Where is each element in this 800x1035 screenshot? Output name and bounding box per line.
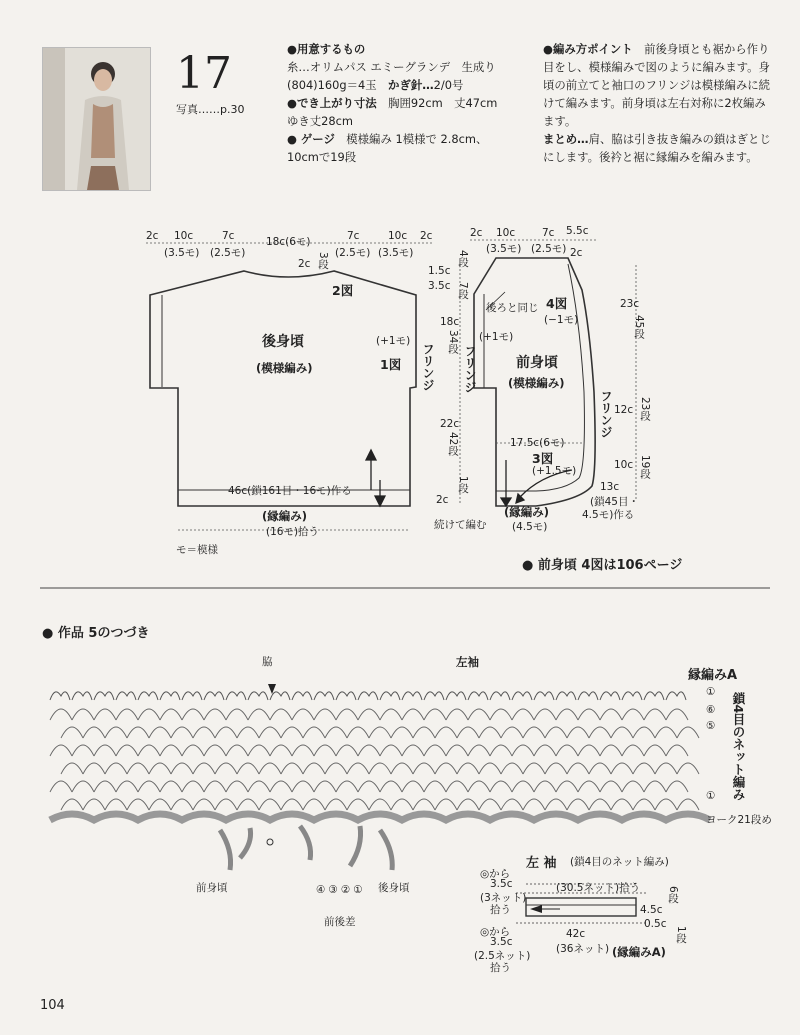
chart-num-d: ① — [353, 884, 366, 896]
points-block — [543, 40, 771, 166]
model-photo — [42, 47, 151, 191]
back-dim-0: 2c — [146, 230, 159, 242]
matome-title: まとめ… — [543, 132, 589, 146]
hook-value: 2/0号 — [433, 78, 464, 92]
points-text1: 前後身頃とも裾から作り目をし、模様編みで図のように編みます。身頃の前立てと袖口のフリンジは模様編みに続けて編みます。前身頃は左右対称に2枚編みます。 — [543, 42, 771, 128]
front-chain2: (鎖45目・ — [590, 496, 639, 508]
front-sub-1: (2.5モ) — [531, 243, 567, 255]
side-dim-a: 1.5c — [428, 265, 451, 277]
side-fringe: フリンジ — [463, 345, 477, 393]
back-legend: モ＝模様 — [176, 544, 218, 556]
sleeve-s2: (2.5ネット) — [474, 950, 531, 962]
hook-label: かぎ針… — [388, 78, 434, 92]
back-dim-3: 18c(6モ) — [266, 236, 311, 248]
chart-diff: 前後差 — [324, 916, 356, 928]
sleeve-p1: 拾う — [490, 904, 511, 916]
gauge-title: ● ゲージ — [287, 132, 335, 146]
front-dim-4: 2c — [570, 247, 583, 259]
front-r1: 23c — [620, 298, 640, 310]
front-fig4: 4図 — [546, 296, 568, 311]
front-r1-rows: 45段 — [633, 315, 645, 339]
front-sub-0: (3.5モ) — [486, 243, 522, 255]
sleeve-p2: 拾う — [490, 962, 511, 974]
back-body-outline — [150, 271, 416, 506]
front-edge: (縁編み) — [504, 505, 550, 519]
chart-num-b: ③ — [328, 884, 341, 896]
sleeve-length: ゆき丈28cm — [287, 114, 354, 128]
back-title: 後身頃 — [262, 334, 304, 350]
side-dim-b: 3.5c — [428, 280, 451, 292]
size-title: ●でき上がり寸法 — [287, 96, 377, 110]
front-chain3: 4.5モ)作る — [582, 509, 635, 521]
chart-num-c: ② — [340, 884, 354, 896]
gauge-value1: 模様編み 1模様で 2.8cm、 — [346, 132, 488, 146]
materials-block — [287, 40, 527, 166]
front-fig3: 3図 — [532, 451, 554, 466]
chart-chain-net: 鎖4目のネット編み — [731, 692, 746, 801]
front-plus-half: (+1.5モ) — [532, 465, 577, 477]
chart-row-0: ① — [706, 686, 716, 698]
back-dim-4: 7c — [347, 230, 360, 242]
sleeve-title: 左 袖 — [526, 856, 557, 871]
front-r3-rows: 19段 — [639, 455, 651, 479]
chart-row-1: ⑥ — [706, 704, 716, 716]
side-dim-d-rows: 42段 — [447, 432, 459, 456]
sleeve-rows6: 6段 — [667, 886, 679, 904]
front-same-as-back: 後ろと同じ — [486, 302, 539, 314]
yarn-line2: (804)160g＝4玉 — [287, 78, 377, 92]
front-plus-one: (+1モ) — [479, 331, 514, 343]
back-sub-2: (2.5モ) — [335, 247, 371, 259]
materials-title: ●用意するもの — [287, 42, 366, 56]
side-dim-c: 18c — [440, 316, 460, 328]
front-subtitle: (模様編み) — [508, 376, 565, 390]
sleeve-from2: ◎から — [480, 926, 511, 938]
back-dim-5: 10c — [388, 230, 408, 242]
sleeve-45: 4.5c — [640, 904, 663, 916]
sleeve-bottom2: (36ネット) — [556, 943, 610, 955]
back-sub-0: (3.5モ) — [164, 247, 200, 259]
front-dim-3: 5.5c — [566, 225, 589, 237]
back-sub-3: (3.5モ) — [378, 247, 414, 259]
side-dim-b-rows: 7段 — [457, 282, 469, 300]
sleeve-05: 0.5c — [644, 918, 667, 930]
page-number: 104 — [40, 998, 65, 1013]
front-fringe: フリンジ — [599, 390, 613, 438]
front-width: 17.5c(6モ) — [510, 437, 565, 449]
gauge-value2: 10cmで19段 — [287, 150, 357, 164]
chart-row-2: ⑤ — [706, 720, 716, 732]
sleeve-bottom: 42c — [566, 928, 586, 940]
chart-num-0 — [316, 884, 366, 896]
sleeve-edge: (縁編みA) — [612, 945, 666, 959]
photo-reference: 写真……p.30 — [176, 103, 245, 116]
back-dim-6: 2c — [420, 230, 433, 242]
chart-front: 前身頃 — [196, 882, 228, 894]
back-dim-1: 10c — [174, 230, 194, 242]
back-plus-one: (+1モ) — [376, 335, 411, 347]
chart-back: 後身頃 — [378, 882, 410, 894]
chart-row-3: ① — [706, 790, 716, 802]
sleeve-subtitle: (鎖4目のネット編み) — [570, 856, 669, 868]
back-pickup: (16モ)拾う — [266, 526, 320, 538]
yarn-line1: オリムパス エミーグランデ 生成り — [309, 60, 496, 74]
front-continue: 続けて編む — [434, 519, 487, 531]
sleeve-v2: 3.5c — [490, 936, 513, 948]
back-sub-1: (2.5モ) — [210, 247, 246, 259]
front-minus-one: (−1モ) — [544, 314, 579, 326]
front-title: 前身頃 — [516, 355, 558, 371]
back-subtitle: (模様編み) — [256, 361, 313, 375]
side-dim-c-rows: 34段 — [447, 330, 459, 354]
back-hem: 46c(鎖161目・16モ)作る — [228, 485, 352, 497]
front-chain: 13c — [600, 481, 620, 493]
sleeve-arrow — [530, 905, 560, 913]
side-dim-e-rows: 1段 — [457, 476, 469, 494]
front-dim-1: 10c — [496, 227, 516, 239]
front-r2: 12c — [614, 404, 634, 416]
sleeve-s1: (3ネット) — [480, 892, 527, 904]
chart-left-sleeve: 左袖 — [456, 655, 479, 669]
size-value: 胸囲92cm 丈47cm — [388, 96, 498, 110]
side-dim-a-rows: 4段 — [457, 250, 469, 268]
chart-edge-a: 縁編みA — [688, 668, 738, 683]
chart-num-a: ④ — [316, 884, 329, 896]
back-dim-2: 7c — [222, 230, 235, 242]
stitch-chart — [50, 684, 710, 870]
section2-title: ● 作品 5のつづき — [42, 626, 150, 641]
front-dim-0: 2c — [470, 227, 483, 239]
front-edge-pick: (4.5モ) — [512, 521, 548, 533]
chart-yoke: ヨーク21段め — [706, 814, 772, 826]
back-edge: (縁編み) — [262, 509, 308, 523]
front-r3: 10c — [614, 459, 634, 471]
sleeve-rows1: 1段 — [675, 926, 687, 944]
model-photo-illustration — [43, 48, 150, 190]
pattern-number: 17 — [176, 48, 232, 99]
back-fig2: 2図 — [332, 283, 354, 298]
front-dim-2: 7c — [542, 227, 555, 239]
front-note: ● 前身頃 4図は106ページ — [522, 558, 683, 573]
back-arrows — [366, 450, 385, 506]
sleeve-top: (30.5ネット)拾う — [556, 882, 641, 894]
side-dim-d: 22c — [440, 418, 460, 430]
back-neck-rows: 3段 — [317, 252, 329, 270]
points-title: ●編み方ポイント — [543, 42, 633, 56]
front-r2-rows: 23段 — [639, 397, 651, 421]
back-neck: 2c — [298, 258, 311, 270]
sleeve-v1: 3.5c — [490, 878, 513, 890]
back-fringe: フリンジ — [421, 343, 435, 391]
points-text2: 肩、脇は引き抜き編みの鎖はぎとじにします。後衿と裾に縁編みを編みます。 — [543, 132, 771, 164]
sleeve-from1: ◎から — [480, 868, 511, 880]
side-dim-e: 2c — [436, 494, 449, 506]
back-fig1: 1図 — [380, 357, 402, 372]
yarn-label: 糸… — [287, 60, 310, 74]
chart-waki: 脇 — [262, 656, 273, 668]
